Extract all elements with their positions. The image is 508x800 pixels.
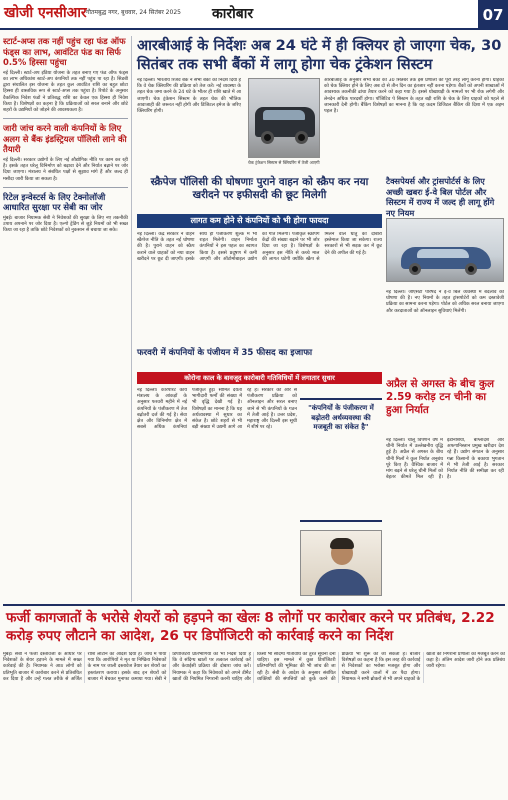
scrappage-headline: स्क्रैपेज पॉलिसी की घोषणाः पुराने वाहन को स्क्रैप कर नया खरीदने पर इफीसदी की छूट मिलेगी xyxy=(150,176,369,201)
vehicle-window xyxy=(263,110,305,120)
wheel-icon xyxy=(409,263,421,275)
newspaper-logo: खोजी एनसीआर xyxy=(4,5,87,21)
fake-documents-headline: फर्जी कागजातों के भरोसे शेयरों को हड़पने का खेलः 8 लोगों पर कारोबार करने पर प्रतिबंध, 2.22 करोड़ रुपए लौटाने का आदेश, 26 पर डिपॉजिटरी को कार्रवाई करने का निर्देश xyxy=(6,610,495,644)
fake-documents-body-wrap xyxy=(3,652,505,798)
company-registration-headline: फरवरी में कंपनियों के पंजीयन में 35 फीसद का इजाफा xyxy=(137,348,313,358)
page-number: 07 xyxy=(478,0,508,30)
left-column xyxy=(3,36,128,602)
wheel-icon xyxy=(261,131,274,144)
edition-date: गौतमबुद्ध नगर, बुधवार, 24 सितंबर 2025 xyxy=(86,9,181,16)
eway-bill-headline: टैक्सपेयर्स और ट्रांसपोर्टर्स के लिए अच्छी खबरः ई-वे बिल पोर्टल और सिस्टम में राज्य में जल्द ही लागू होंगे नए नियम xyxy=(386,176,495,218)
portrait-photo xyxy=(300,530,382,596)
lead-body: नई दिल्ली। भारतीय रिजर्व बैंक ने सभी बैंकों को निर्देश दिया है कि वे चेक क्लियरिंग की प्रक्रिया को तेज करें। नई व्यवस्था के तहत चेक जमा करने के 24 घंटे के भीतर ही राशि खाते में आ जाएगी। चेक ट्रंकेशन सिस्टम के तहत चेक की भौतिक आवाजाही की जरूरत नहीं होगी और डिजिटल इमेज के जरिए क्लियरिंग होगी। xyxy=(137,78,241,115)
scrappage-subhead: लागत कम होने से कंपनियों को भी होगा फायदा xyxy=(137,214,382,228)
company-registration-body: नई दिल्ली। कॉरपोरेट कार्य मंत्रालय के आंकड़ों के अनुसार फरवरी महीने में नई कंपनियों के पंजीकरण में तेज बढ़ोतरी दर्ज की गई है। सेवा क्षेत्र और विनिर्माण क्षेत्र में सबसे अधिक कंपनियां पंजीकृत हुईं। सीमित देयता भागीदारी फर्मों की संख्या में भी वृद्धि देखी गई है। विशेषज्ञों का मानना है कि यह अर्थव्यवस्था में सुधार का संकेत है। छोटे शहरों से भी बड़ी संख्या में उद्यमी आगे आ रहे हैं। सरकार की ओर से पंजीकरण प्रक्रिया को ऑनलाइन और सरल बनाए जाने से भी कंपनियों के गठन में तेजी आई है। उत्तर प्रदेश, महाराष्ट्र और दिल्ली इस सूची में शीर्ष पर रहे। xyxy=(137,388,297,431)
masthead xyxy=(0,0,508,30)
scrappage-body-wrap xyxy=(137,232,382,344)
sugar-export-body: नई दिल्ली। चालू विपणन वर्ष में चीनी निर्यात में उल्लेखनीय वृद्धि हुई है। अप्रैल से अगस्त के बीच चीनी मिलों ने कुल निर्यात अनुबंध पूरे किए हैं। वैश्विक बाजार में मांग बढ़ने से घरेलू चीनी मिलों को बेहतर कीमतें मिल रही हैं। इंडोनेशिया, बांग्लादेश और अफगानिस्तान प्रमुख खरीदार देश रहे हैं। उद्योग संगठन के अनुसार गन्ना किसानों के बकाया भुगतान में भी तेजी आई है। सरकार निर्यात नीति की समीक्षा कर रही है। xyxy=(386,438,504,481)
company-registration-subhead: कोरोना काल के बावजूद कारोबारी गतिविधियों में लगातार सुधार xyxy=(137,372,382,384)
startup-fund-headline: स्टार्ट-अप्स तक नहीं पहुंच रहा फंड ऑफ फंड्स का लाभ, आवंटित फंड का सिर्फ 0.5% हिस्सा पहुंचा xyxy=(3,36,126,68)
sugar-export-headline: अप्रैल से अगस्त के बीच कुल 2.59 करोड़ टन चीनी का हुआ निर्यात xyxy=(386,378,494,416)
pull-quote-text: "कंपनियों के पंजीकरण में बढ़ोतरी अर्थव्यवस्था की मजबूती का संकेत है" xyxy=(308,404,374,432)
wheel-icon xyxy=(465,263,477,275)
sugar-export-body-wrap xyxy=(386,438,504,596)
startup-fund-body: नई दिल्ली। स्टार्ट-अप इंडिया योजना के तहत बनाए गए फंड ऑफ फंड्स का लाभ अधिकांश स्टार्ट-अप कंपनियों तक नहीं पहुंच पा रहा है। सिडबी द्वारा संचालित इस योजना के तहत कुल आवंटित राशि का बहुत छोटा हिस्सा ही वास्तविक रूप से स्टार्ट-अप्स तक पहुंचा है। रिपोर्ट के अनुसार वैकल्पिक निवेश फंडों ने प्रतिबद्ध राशि का केवल एक हिस्सा ही निवेश किया है। विशेषज्ञों का कहना है कि प्रक्रियाओं को सरल बनाने और छोटे शहरों के उद्यमियों को जोड़ने की आवश्यकता है। xyxy=(3,70,128,113)
photo-caption: चेक ट्रंकेशन सिस्टम से क्लियरिंग में तेजी आएगी xyxy=(248,160,320,165)
person-shoulders xyxy=(315,569,369,596)
sebi-tech-body: मुंबई। बाजार नियामक सेबी ने निवेशकों की सुरक्षा के लिए नए तकनीकी उपाय अपनाने पर जोर दिया है। एल्गो ट्रेडिंग से जुड़े नियमों को भी सख्त किया जा रहा है ताकि छोटे निवेशकों को नुकसान से बचाया जा सके। xyxy=(3,215,128,234)
section-title: कारोबार xyxy=(212,6,254,22)
company-registration-body-wrap xyxy=(137,388,297,596)
person-hair xyxy=(330,538,354,549)
lead-body-continued: आरबीआई के अनुसार सभी बैंकों को 30 सितंबर तक इस प्रणाली को पूरी तरह लागू करना होगा। ग्राहकों को चेक क्लियर होने के लिए अब दो से तीन दिन का इंतजार नहीं करना पड़ेगा। बैंकों को अपनी शाखाओं में आवश्यक तकनीकी ढांचा तैयार करने को कहा गया है। इससे धोखाधड़ी के मामलों पर भी रोक लगेगी और लेनदेन अधिक पारदर्शी होगा। पॉजिटिव पे सिस्टम के तहत बड़ी राशि के चेक के लिए ग्राहकों को पहले से जानकारी देनी होगी। बैंकिंग विशेषज्ञों का मानना है कि यह कदम डिजिटल बैंकिंग की दिशा में एक अहम पहल है। xyxy=(324,78,504,115)
lead-headline: आरबीआई के निर्देशः अब 24 घंटे में ही क्लियर हो जाएगा चेक, 30 सितंबर तक सभी बैंकों में लागू होगा चेक ट्रंकेशन सिस्टम xyxy=(137,37,502,73)
pull-quote xyxy=(300,398,382,522)
car-photo xyxy=(386,218,504,282)
scrappage-body: नई दिल्ली। केंद्र सरकार ने वाहन स्क्रैपेज नीति के तहत नई घोषणा की है। पुराने वाहन को स्क्रैप कराने वाले ग्राहकों को नया वाहन खरीदने पर छूट दी जाएगी। इसके साथ ही पंजीकरण शुल्क में भी राहत मिलेगी। वाहन निर्माता कंपनियों ने इस पहल का स्वागत किया है। इससे प्रदूषण में कमी आएगी और ऑटोमोबाइल उद्योग को गति मिलेगी। पंजीकृत स्क्रैपिंग केंद्रों की संख्या बढ़ाने पर भी जोर दिया जा रहा है। विशेषज्ञों के अनुसार इस नीति से कच्चे माल की लागत घटेगी क्योंकि स्क्रैप से मिलने वाले धातु को दोबारा इस्तेमाल किया जा सकेगा। राज्य सरकारों से भी सड़क कर में छूट देने की अपील की गई है। xyxy=(137,232,382,262)
industrial-policy-headline: जारी जांच करने वाली कंपनियों के लिए अलग से बैंक इंडस्ट्रियल पॉलिसी लाने की तैयारी xyxy=(3,123,127,155)
fake-documents-body: मुंबई। सेबी ने फर्जी दस्तावेजों के आधार पर निवेशकों के शेयर हड़पने के मामले में सख्त कार्रवाई की है। नियामक ने आठ लोगों को प्रतिभूति बाजार में कारोबार करने से प्रतिबंधित कर दिया है और उन्हें गलत तरीके से अर्जित राशि लौटाने का आदेश दिया है। जांच में पाया गया कि आरोपियों ने मृत या निष्क्रिय निवेशकों के नाम पर जाली दस्तावेज तैयार कर शेयरों का हस्तांतरण कराया। इसके बाद इन शेयरों को बाजार में बेचकर मुनाफा कमाया गया। सेबी ने डिपॉजिटरी प्रतिभागियों को भी निर्देश दिया है कि वे संदिग्ध खातों पर तत्काल कार्रवाई करें और केवाईसी प्रक्रिया की दोबारा जांच करें। नियामक ने कहा कि निवेशकों को अपने डीमैट खातों की नियमित निगरानी करनी चाहिए और किसी भी संदिग्ध गतिविधि की तुरंत सूचना देनी चाहिए। इस मामले में कुछ डिपॉजिटरी प्रतिभागियों की भूमिका की भी जांच की जा रही है। सेबी के आदेश के अनुसार संबंधित व्यक्तियों की संपत्तियों को कुर्क करने की प्रक्रिया भी शुरू की जा सकती है। बाजार विशेषज्ञों का कहना है कि इस तरह की कार्रवाई से निवेशकों का भरोसा मजबूत होगा और धोखाधड़ी करने वालों में डर पैदा होगा। नियामक ने सभी ब्रोकरों से भी अपने ग्राहकों के खातों की निगरानी प्रणाली को मजबूत करने को कहा है। अंतिम आदेश जारी होने तक प्रतिबंध जारी रहेगा। xyxy=(3,652,505,682)
eway-bill-body: नई दिल्ली। जीएसटी परिषद ने ई-वे बिल व्यवस्था में बदलाव की घोषणा की है। नए नियमों के तहत ट्रांसपोर्टरों को कम दस्तावेजी प्रक्रिया का सामना करना पड़ेगा। पोर्टल को अधिक सरल बनाया जाएगा और करदाताओं को ऑनलाइन सुविधाएं मिलेंगी। xyxy=(386,290,504,314)
divider xyxy=(3,118,128,119)
section-divider xyxy=(3,604,505,606)
car-window xyxy=(417,249,469,258)
divider xyxy=(3,187,128,188)
column-divider xyxy=(131,36,132,602)
sebi-tech-headline: रिटेल इन्वेस्टर्स के लिए टेक्नोलॉजी आधारित सुरक्षा पर सेबी का जोर xyxy=(3,191,106,213)
wheel-icon xyxy=(295,131,308,144)
industrial-policy-body: नई दिल्ली। सरकार उद्योगों के लिए नई औद्योगिक नीति पर काम कर रही है। इसके तहत घरेलू विनिर्माण को बढ़ावा देने और निर्यात बढ़ाने पर जोर दिया जाएगा। मंत्रालय ने संबंधित पक्षों से सुझाव मांगे हैं और जल्द ही मसौदा जारी किया जा सकता है। xyxy=(3,157,128,182)
cheque-news-photo xyxy=(248,78,320,158)
